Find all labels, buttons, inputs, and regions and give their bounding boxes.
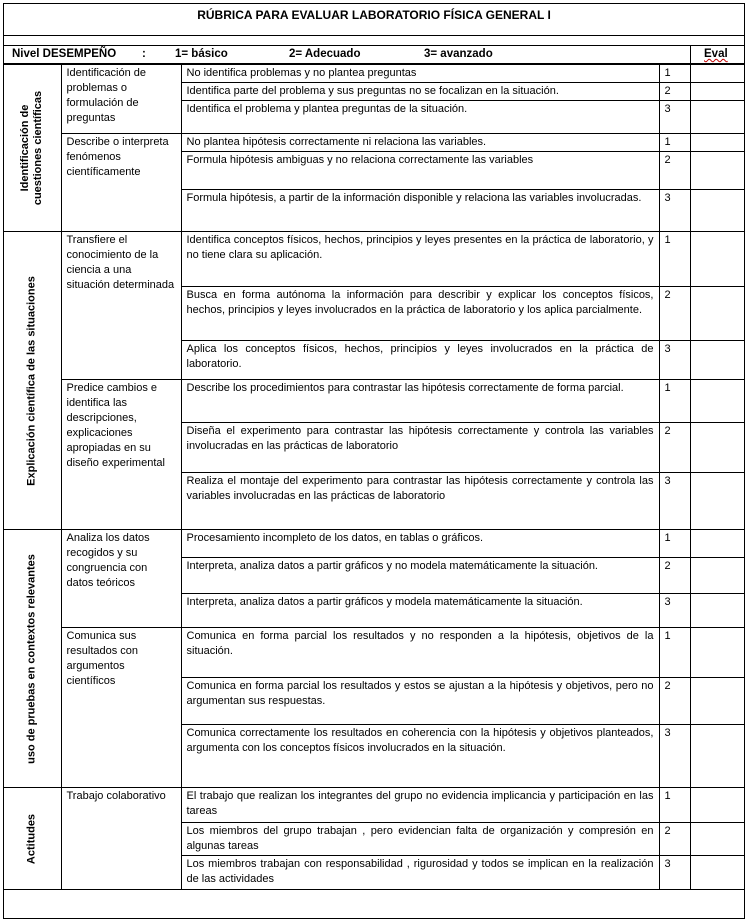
descriptor-cell: Identifica parte del problema y sus preguntas no se focalizan en la situación.: [181, 83, 659, 101]
section-label-cell: [4, 530, 61, 788]
table-row: [4, 380, 745, 423]
level-number-cell: 2: [659, 678, 690, 725]
eval-input-cell[interactable]: [690, 558, 745, 594]
level-number-cell: 3: [659, 341, 690, 380]
eval-input-cell[interactable]: [690, 134, 745, 152]
eval-input-cell[interactable]: [690, 678, 745, 725]
eval-input-cell[interactable]: [690, 65, 745, 83]
level-number-cell: 3: [659, 725, 690, 788]
table-row: [4, 65, 745, 83]
descriptor-cell: Comunica en forma parcial los resultados y estos se ajustan a la hipótesis y objetivos, pero no argumentan sus respuestas.: [181, 678, 659, 725]
level-advanced: 3= avanzado: [424, 48, 493, 60]
level-number-cell: 3: [659, 101, 690, 134]
eval-header: Eval: [704, 48, 728, 60]
descriptor-cell: Comunica en forma parcial los resultados y no responden a la hipótesis, objetivos de la situación.: [181, 628, 659, 678]
table-row: [4, 628, 745, 678]
table-row: [4, 134, 745, 152]
section-label: uso de pruebas en contextos relevantes: [25, 553, 38, 764]
section-label: Identificación de cuestiones científicas: [19, 90, 45, 206]
level-number-cell: 2: [659, 823, 690, 856]
level-number-cell: 2: [659, 152, 690, 190]
criterion-cell: Predice cambios e identifica las descripciones, explicaciones apropiadas en su diseño experimental: [61, 380, 181, 530]
section-label: Actitudes: [25, 813, 38, 864]
descriptor-cell: Busca en forma autónoma la información para describir y explicar los conceptos físicos, hechos, principios y leyes involucrados en la práctica de laboratorio y los aplica parcialmente.: [181, 287, 659, 341]
eval-input-cell[interactable]: [690, 152, 745, 190]
eval-input-cell[interactable]: [690, 725, 745, 788]
eval-input-cell[interactable]: [690, 823, 745, 856]
section-label: Explicación científica de las situaciones: [25, 275, 38, 486]
eval-input-cell[interactable]: [690, 380, 745, 423]
level-number-cell: 1: [659, 628, 690, 678]
level-number-cell: 2: [659, 423, 690, 473]
level-number-cell: 1: [659, 530, 690, 558]
descriptor-cell: Describe los procedimientos para contrastar las hipótesis correctamente de forma parcial.: [181, 380, 659, 423]
descriptor-cell: Realiza el montaje del experimento para contrastar las hipótesis correctamente y controla las variables involucradas en las prácticas de laboratorio: [181, 473, 659, 530]
descriptor-cell: Comunica correctamente los resultados en coherencia con la hipótesis y objetivos planteados, argumenta con los conceptos físicos involucrados en la situación.: [181, 725, 659, 788]
level-number-cell: 1: [659, 380, 690, 423]
eval-input-cell[interactable]: [690, 628, 745, 678]
descriptor-cell: Los miembros del grupo trabajan , pero evidencian falta de organización y compresión en algunas tareas: [181, 823, 659, 856]
criterion-cell: Describe o interpreta fenómenos científicamente: [61, 134, 181, 232]
level-number-cell: 3: [659, 473, 690, 530]
eval-divider: [690, 46, 691, 63]
level-number-cell: 1: [659, 232, 690, 287]
table-row: [4, 530, 745, 558]
descriptor-cell: Formula hipótesis ambiguas y no relaciona correctamente las variables: [181, 152, 659, 190]
eval-input-cell[interactable]: [690, 423, 745, 473]
level-number-cell: 3: [659, 190, 690, 232]
section-label-cell: [4, 232, 61, 530]
level-number-cell: 2: [659, 83, 690, 101]
level-number-cell: 1: [659, 134, 690, 152]
eval-input-cell[interactable]: [690, 856, 745, 890]
level-number-cell: 2: [659, 558, 690, 594]
level-label: Nivel DESEMPEÑO: [12, 48, 117, 60]
eval-input-cell[interactable]: [690, 788, 745, 823]
eval-input-cell[interactable]: [690, 232, 745, 287]
level-number-cell: 1: [659, 65, 690, 83]
spacer-row: [4, 36, 744, 46]
level-number-cell: 2: [659, 287, 690, 341]
level-number-cell: 3: [659, 594, 690, 628]
eval-input-cell[interactable]: [690, 101, 745, 134]
descriptor-cell: Identifica conceptos físicos, hechos, principios y leyes presentes en la práctica de laboratorio, y no tiene clara su aplicación.: [181, 232, 659, 287]
level-number-cell: 3: [659, 856, 690, 890]
section-label-cell: [4, 788, 61, 890]
rubric-document: [3, 3, 745, 919]
descriptor-cell: El trabajo que realizan los integrantes del grupo no evidencia implicancia y participación en las tareas: [181, 788, 659, 823]
descriptor-cell: Interpreta, analiza datos a partir gráficos y no modela matemáticamente la situación.: [181, 558, 659, 594]
descriptor-cell: Diseña el experimento para contrastar las hipótesis correctamente y controla las variables involucradas en las prácticas de laboratorio: [181, 423, 659, 473]
criterion-cell: Transfiere el conocimiento de la ciencia a una situación determinada: [61, 232, 181, 380]
document-title: RÚBRICA PARA EVALUAR LABORATORIO FÍSICA GENERAL I: [4, 4, 744, 36]
descriptor-cell: Procesamiento incompleto de los datos, en tablas o gráficos.: [181, 530, 659, 558]
table-row: [4, 788, 745, 823]
level-basic: 1= básico: [175, 48, 228, 60]
criterion-cell: Analiza los datos recogidos y su congruencia con datos teóricos: [61, 530, 181, 628]
criterion-cell: Comunica sus resultados con argumentos científicos: [61, 628, 181, 788]
table-row: [4, 232, 745, 287]
rubric-table: [4, 64, 745, 890]
eval-input-cell[interactable]: [690, 341, 745, 380]
descriptor-cell: No plantea hipótesis correctamente ni relaciona las variables.: [181, 134, 659, 152]
descriptor-cell: Aplica los conceptos físicos, hechos, principios y leyes involucrados en la práctica de laboratorio.: [181, 341, 659, 380]
descriptor-cell: Los miembros trabajan con responsabilidad , rigurosidad y todos se implican en la realización de las actividades: [181, 856, 659, 890]
level-colon: :: [142, 48, 146, 60]
level-number-cell: 1: [659, 788, 690, 823]
eval-input-cell[interactable]: [690, 594, 745, 628]
level-adequate: 2= Adecuado: [289, 48, 361, 60]
eval-input-cell[interactable]: [690, 530, 745, 558]
section-label-cell: [4, 65, 61, 232]
eval-input-cell[interactable]: [690, 473, 745, 530]
criterion-cell: Identificación de problemas o formulación de preguntas: [61, 65, 181, 134]
descriptor-cell: Identifica el problema y plantea preguntas de la situación.: [181, 101, 659, 134]
eval-input-cell[interactable]: [690, 287, 745, 341]
performance-level-row: [4, 46, 744, 64]
eval-input-cell[interactable]: [690, 190, 745, 232]
descriptor-cell: Interpreta, analiza datos a partir gráficos y modela matemáticamente la situación.: [181, 594, 659, 628]
descriptor-cell: No identifica problemas y no plantea preguntas: [181, 65, 659, 83]
descriptor-cell: Formula hipótesis, a partir de la información disponible y relaciona las variables involucradas.: [181, 190, 659, 232]
eval-input-cell[interactable]: [690, 83, 745, 101]
criterion-cell: Trabajo colaborativo: [61, 788, 181, 890]
